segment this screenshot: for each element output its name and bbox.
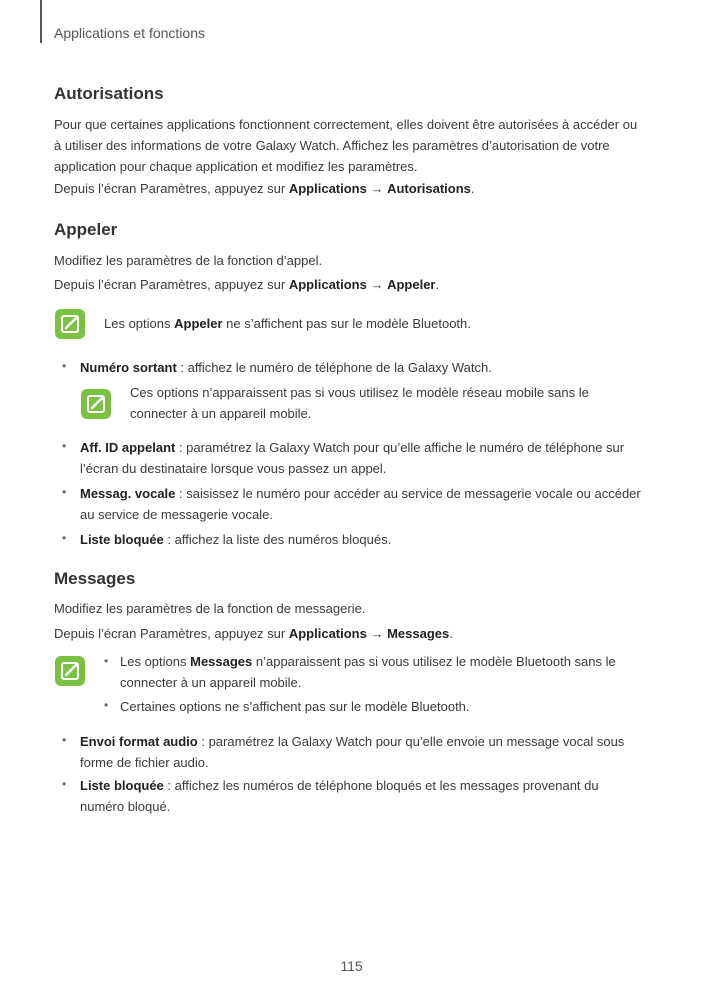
bullet-marker: • <box>62 733 67 747</box>
note-icon <box>55 309 85 339</box>
section-title-appeler: Appeler <box>54 220 118 239</box>
bullet-marker: • <box>62 485 67 499</box>
appeler-item-1: Numéro sortant : affichez le numéro de téléphone de la Galaxy Watch. <box>80 360 492 375</box>
note-icon <box>81 389 111 419</box>
bullet-marker: • <box>62 359 67 373</box>
appeler-sub-note: Ces options n’apparaissent pas si vous utilisez le modèle réseau mobile sans le connecter à un appareil mobile. <box>130 385 589 421</box>
messages-note-1: Les options Messages n’apparaissent pas si vous utilisez le modèle Bluetooth sans le connecter à un appareil mobile. <box>120 654 616 690</box>
messages-path: Depuis l’écran Paramètres, appuyez sur Applications → Messages. <box>54 626 453 641</box>
messages-paragraph: Modifiez les paramètres de la fonction de messagerie. <box>54 601 366 616</box>
messages-note-2: Certaines options ne s’affichent pas sur le modèle Bluetooth. <box>120 699 470 714</box>
section-title-autorisations: Autorisations <box>54 84 164 103</box>
appeler-path: Depuis l’écran Paramètres, appuyez sur Applications → Appeler. <box>54 277 440 292</box>
bullet-marker: • <box>104 698 109 712</box>
appeler-item-3: Messag. vocale : saisissez le numéro pour accéder au service de messagerie vocale ou accéder au service de messagerie vocale. <box>80 486 641 522</box>
messages-item-1: Envoi format audio : paramétrez la Galaxy Watch pour qu’elle envoie un message vocal sous forme de fichier audio. <box>80 734 625 770</box>
note-icon <box>55 656 85 686</box>
appeler-paragraph: Modifiez les paramètres de la fonction d’appel. <box>54 253 323 268</box>
bullet-marker: • <box>62 777 67 791</box>
messages-item-2: Liste bloquée : affichez les numéros de téléphone bloqués et les messages provenant du numéro bloqué. <box>80 778 599 814</box>
bullet-marker: • <box>104 654 109 668</box>
autorisations-paragraph: Pour que certaines applications fonctionnent correctement, elles doivent être autorisées à accéder ou à utiliser des informations de votre Galaxy Watch. Affichez les paramètres d’autorisation de votre application pour chaque application et modifiez les paramètres. <box>54 117 638 174</box>
appeler-item-2: Aff. ID appelant : paramétrez la Galaxy Watch pour qu’elle affiche le numéro de téléphone sur l’écran du destinataire lorsque vous passez un appel. <box>80 440 625 476</box>
appeler-note: Les options Appeler ne s’affichent pas sur le modèle Bluetooth. <box>104 316 471 331</box>
bullet-marker: • <box>62 439 67 453</box>
section-title-messages: Messages <box>54 569 136 588</box>
header-rule <box>40 0 42 43</box>
page-number: 115 <box>340 958 363 974</box>
running-head: Applications et fonctions <box>54 25 205 41</box>
bullet-marker: • <box>62 531 67 545</box>
appeler-item-4: Liste bloquée : affichez la liste des numéros bloqués. <box>80 532 392 547</box>
autorisations-path: Depuis l’écran Paramètres, appuyez sur Applications → Autorisations. <box>54 181 475 196</box>
